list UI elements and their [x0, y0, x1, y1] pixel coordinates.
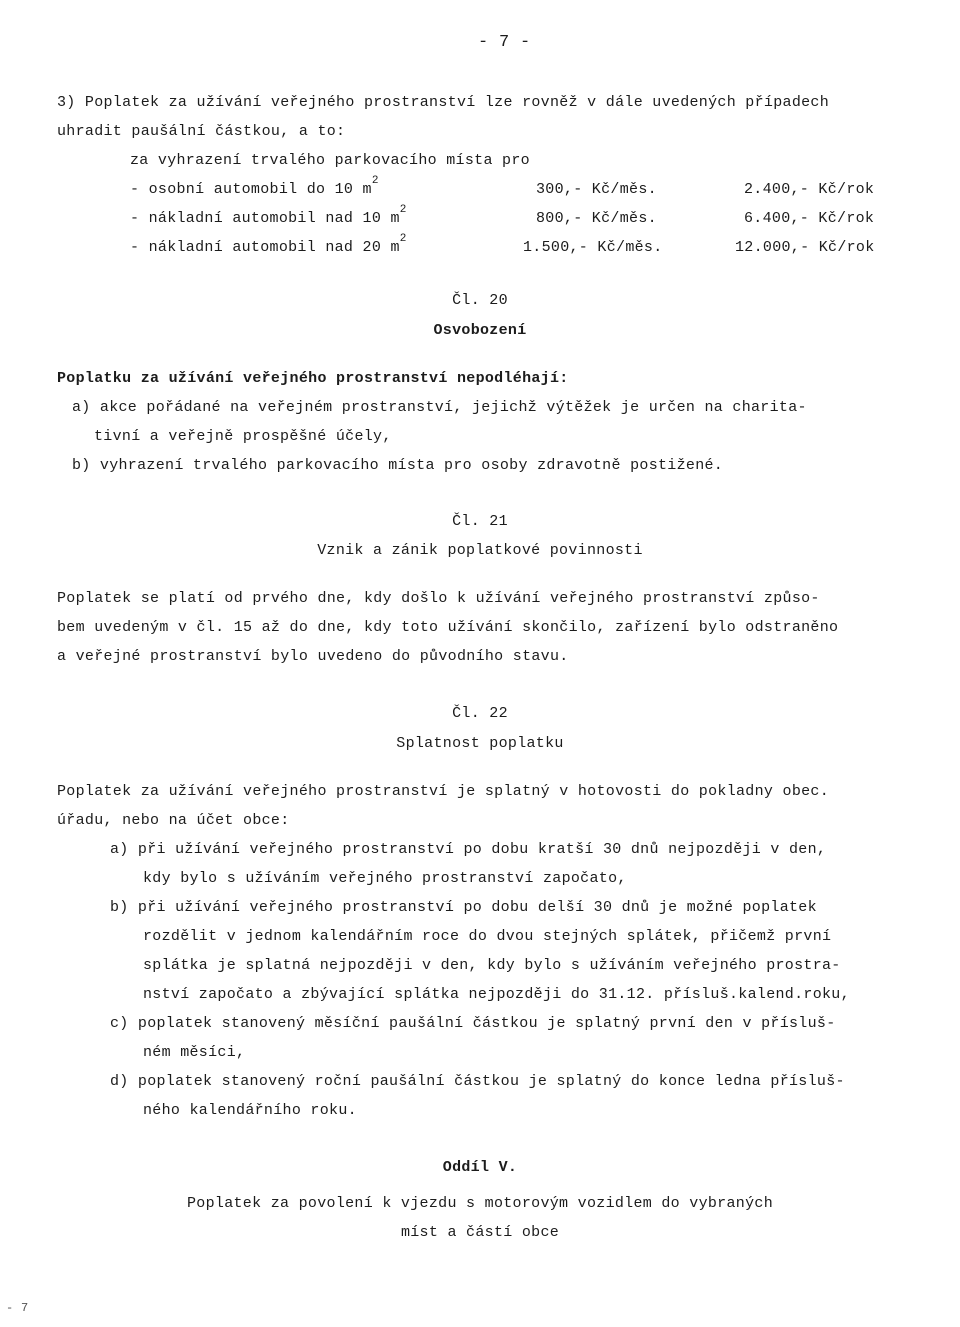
- section-5-title-line1: Poplatek za povolení k vjezdu s motorovým vozidlem do vybraných: [187, 1195, 773, 1212]
- fee-row-label: - nákladní automobil nad 20 $m^2$: [130, 233, 407, 256]
- section3-intro: za vyhrazení trvalého parkovacího místa pro: [130, 152, 530, 169]
- fee-row-yearly: 6.400,- Kč/rok: [744, 210, 875, 227]
- page-number: - 7 -: [478, 33, 531, 52]
- article-20-title: Osvobození: [433, 322, 527, 339]
- article-20-item-a: a) akce pořádané na veřejném prostranství, jejichž výtěžek je určen na charita-: [72, 399, 807, 416]
- fee-row-label: - osobní automobil do 10 $m^2$: [130, 175, 379, 198]
- article-22-line2: úřadu, nebo na účet obce:: [57, 812, 290, 829]
- fee-row-label: - nákladní automobil nad 10 $m^2$: [130, 204, 407, 227]
- section3-line2: uhradit paušální částkou, a to:: [57, 123, 346, 140]
- fee-row-monthly: 800,- Kč/měs.: [536, 210, 657, 227]
- fee-row-monthly: 1.500,- Kč/měs.: [523, 239, 663, 256]
- article-20-item-a-cont: tivní a veřejně prospěšné účely,: [94, 428, 392, 445]
- article-22-item-d: d) poplatek stanovený roční paušální částkou je splatný do konce ledna přísluš-: [110, 1073, 845, 1090]
- article-22-item-b-cont: nství započato a zbývající splátka nejpozději do 31.12. přísluš.kalend.roku,: [143, 986, 850, 1003]
- article-20-number: Čl. 20: [452, 292, 508, 309]
- article-22-item-a-cont: kdy bylo s užíváním veřejného prostranství započato,: [143, 870, 627, 887]
- article-20-lead: Poplatku za užívání veřejného prostranství nepodléhají:: [57, 370, 569, 387]
- article-21-line2: bem uvedeným v čl. 15 až do dne, kdy toto užívání skončilo, zařízení bylo odstraněno: [57, 619, 839, 636]
- article-21-number: Čl. 21: [452, 513, 508, 530]
- article-22-item-b: b) při užívání veřejného prostranství po dobu delší 30 dnů je možné poplatek: [110, 899, 817, 916]
- article-22-item-b-cont: splátka je splatná nejpozději v den, kdy bylo s užíváním veřejného prostra-: [143, 957, 841, 974]
- article-21-title: Vznik a zánik poplatkové povinnosti: [317, 542, 643, 559]
- fee-row-yearly: 12.000,- Kč/rok: [735, 239, 875, 256]
- article-22-item-a: a) při užívání veřejného prostranství po dobu kratší 30 dnů nejpozději v den,: [110, 841, 827, 858]
- article-22-item-c: c) poplatek stanovený měsíční paušální částkou je splatný první den v přísluš-: [110, 1015, 836, 1032]
- article-22-item-b-cont: rozdělit v jednom kalendářním roce do dvou stejných splátek, přičemž první: [143, 928, 832, 945]
- article-21-line1: Poplatek se platí od prvého dne, kdy došlo k užívání veřejného prostranství způso-: [57, 590, 820, 607]
- fee-row-monthly: 300,- Kč/měs.: [536, 181, 657, 198]
- article-22-line1: Poplatek za užívání veřejného prostranství je splatný v hotovosti do pokladny obec.: [57, 783, 830, 800]
- article-20-item-b: b) vyhrazení trvalého parkovacího místa pro osoby zdravotně postižené.: [72, 457, 724, 474]
- fee-row-yearly: 2.400,- Kč/rok: [744, 181, 875, 198]
- article-22-number: Čl. 22: [452, 705, 508, 722]
- article-22-title: Splatnost poplatku: [396, 735, 564, 752]
- section3-line1: 3) Poplatek za užívání veřejného prostranství lze rovněž v dále uvedených případech: [57, 94, 830, 111]
- article-22-item-d-cont: ného kalendářního roku.: [143, 1102, 357, 1119]
- section-5-title-line2: míst a částí obce: [400, 1224, 560, 1241]
- section-5-number: Oddíl V.: [442, 1159, 518, 1176]
- article-21-line3: a veřejné prostranství bylo uvedeno do původního stavu.: [57, 648, 569, 665]
- margin-mark: - 7: [6, 1301, 29, 1315]
- article-22-item-c-cont: ném měsíci,: [143, 1044, 246, 1061]
